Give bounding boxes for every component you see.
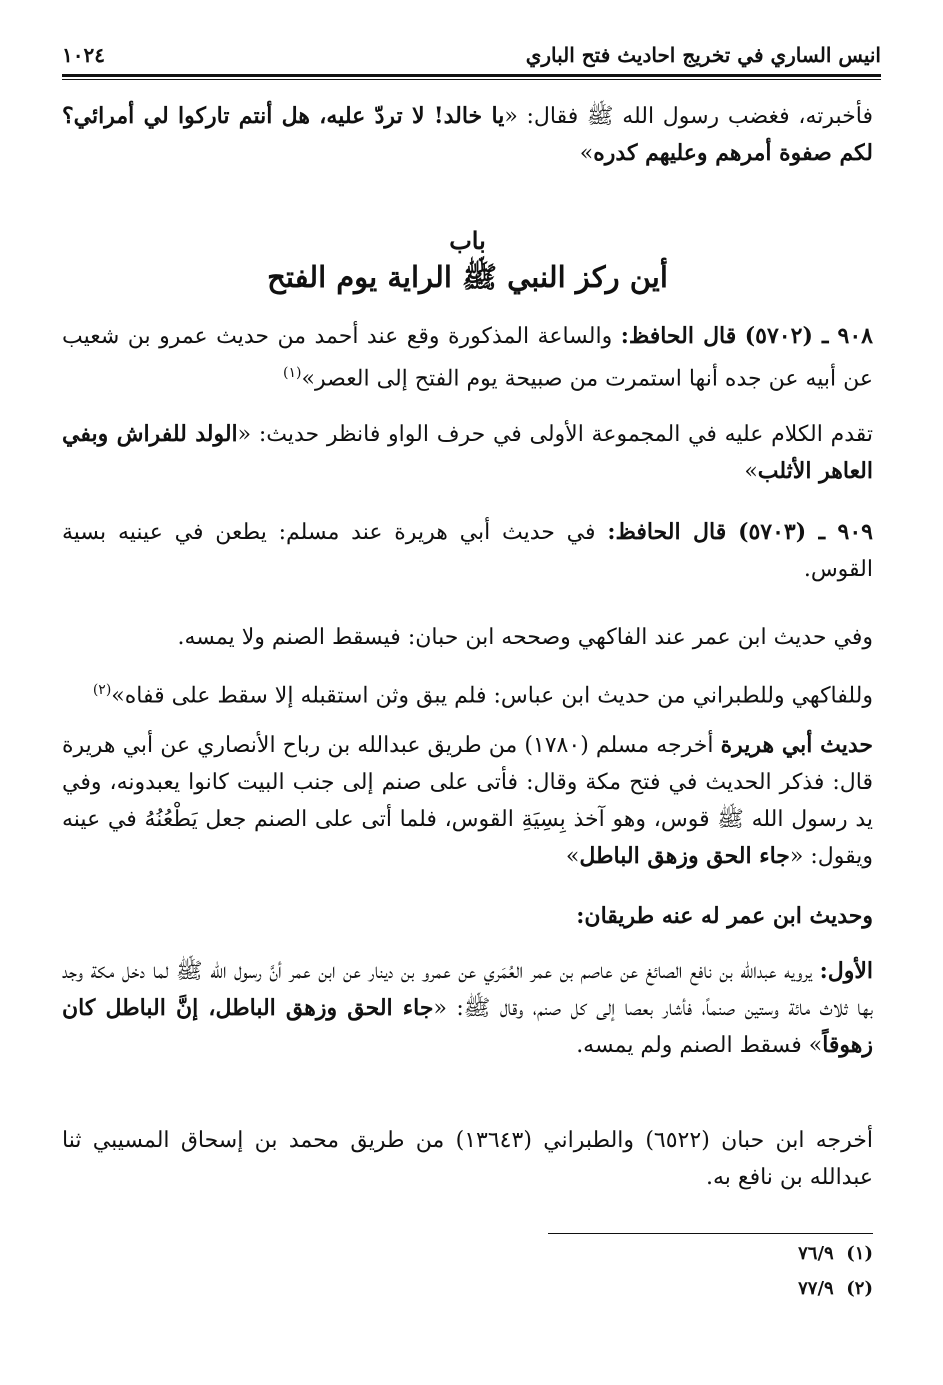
fakihi-paragraph: وللفاكهي وللطبراني من حديث ابن عباس: فلم يبق وثن استقبله إلا سقط على قفاه»$^{(٢)}$ <box>92 682 873 709</box>
footnote-rule <box>548 1233 873 1234</box>
hadith-908-commentary: تقدم الكلام عليه في المجموعة الأولى في حرف الواو فانظر حديث: «الولد للفراش وبفي العاهر الأثلب» <box>62 421 873 484</box>
hafiz-lead: قال الحافظ: <box>620 323 737 349</box>
hadith-number: ٩٠٩ ـ (٥٧٠٣) <box>738 519 873 545</box>
footnote-ref: (٢) <box>92 682 112 698</box>
chapter-heading <box>62 222 873 296</box>
footnote-ref: (١) <box>283 365 302 381</box>
header-rule <box>62 74 881 77</box>
footnote-1: (١) ٧٦/٩ <box>798 1243 873 1264</box>
footnote-2: (٢) ٧٧/٩ <box>798 1278 873 1299</box>
hadith-number: ٩٠٨ ـ (٥٧٠٢) <box>744 323 873 349</box>
hafiz-lead: قال الحافظ: <box>607 519 727 545</box>
header-rule-thin <box>62 79 881 80</box>
intro-paragraph: فأخبرته، فغضب رسول الله ﷺ فقال: «يا خالد! لا تردّ عليه، هل أنتم تاركوا لي أمرائي؟ لكم صفوة أمرهم وعليهم كدره» <box>62 103 873 166</box>
ibn-umar-paragraph: وفي حديث ابن عمر عند الفاكهي وصححه ابن حبان: فيسقط الصنم ولا يمسه. <box>177 625 873 650</box>
takhrij-paragraph: أخرجه ابن حبان (٦٥٢٢) والطبراني (١٣٦٤٣) من طريق محمد بن إسحاق المسيبي ثنا عبدالله بن نافع به. <box>62 1128 873 1190</box>
hadith-908: ٩٠٨ ـ (٥٧٠٢) قال الحافظ: والساعة المذكورة وقع عند أحمد من حديث عمرو بن شعيب عن أبيه عن جده أنها استمرت من صبيحة يوم الفتح إلى العصر»$^{(١)}$ <box>62 323 873 392</box>
page-header <box>62 38 881 72</box>
abu-hurayra-paragraph: حديث أبي هريرة أخرجه مسلم (١٧٨٠) من طريق عبدالله بن رباح الأنصاري عن أبي هريرة قال: فذكر الحديث في فتح مكة وقال: فأتى على صنم إلى جنب البيت كانوا يعبدونه، وفي يد رسول الله ﷺ قوس، وهو آخذ بِسِيَةِ القوس، فلما أتى على الصنم جعل يَطْعُنُهُ في عينه ويقول: «جاء الحق وزهق الباطل» <box>62 732 873 869</box>
first-route-paragraph: الأول: يرويه عبدالله بن نافع الصائغ عن عاصم بن عمر العُمَري عن عمرو بن دينار عن ابن عمر أنَّ رسول الله ﷺ لما دخل مكة وجد بها ثلاث مائة وستين صنماً، فأشار بعصا إلى كل صنم، وقال ﷺ: «جاء الحق وزهق الباطل، إنَّ الباطل كان زهوقاً» فسقط الصنم ولم يمسه. <box>62 958 874 1058</box>
chapter-label: باب <box>449 226 486 255</box>
running-title: انيس الساري في تخريج احاديث فتح الباري <box>525 43 881 67</box>
two-routes-heading: وحديث ابن عمر له عنه طريقان: <box>576 903 873 929</box>
hadith-909: ٩٠٩ ـ (٥٧٠٣) قال الحافظ: في حديث أبي هريرة عند مسلم: يطعن في عينيه بسية القوس. <box>62 519 873 582</box>
chapter-title: أين ركز النبي ﷺ الراية يوم الفتح <box>267 260 668 294</box>
intro-quote: يا خالد! لا تردّ عليه، هل أنتم تاركوا لي أمرائي؟ لكم صفوة أمرهم وعليهم كدره <box>62 103 873 166</box>
page-number: ١٠٢٤ <box>62 43 105 67</box>
